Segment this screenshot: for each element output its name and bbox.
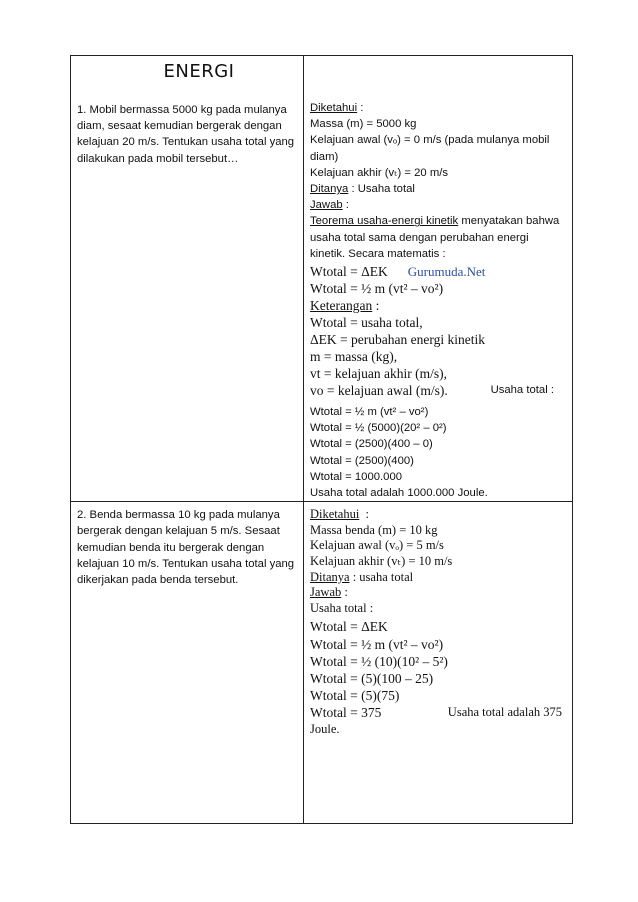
teorema-rest: menyatakan bahwa usaha total sama dengan perubahan energi kinetik. Secara matematis :	[310, 215, 560, 260]
keterangan-item: m = massa (kg),	[310, 349, 398, 365]
keterangan-label: Keterangan	[310, 298, 373, 314]
calc-line: Wtotal = (2500)(400 – 0)	[310, 438, 433, 451]
calc-line: Wtotal = 1000.000	[310, 470, 403, 483]
calc-line: Wtotal = ½ m (vt² – vo²)	[310, 406, 429, 419]
keterangan-item: Wtotal = usaha total,	[310, 315, 423, 331]
formula-text: Wtotal = ΔEK	[310, 264, 388, 280]
jawab-line: Jawab :	[310, 585, 348, 600]
ditanya-label: Ditanya	[310, 569, 350, 584]
problem-table	[70, 55, 573, 824]
usaha-total-line: Usaha total :	[310, 600, 374, 615]
question-cell	[71, 502, 304, 824]
formula-line: Wtotal = (5)(100 – 25)	[310, 671, 434, 687]
formula-text: Wtotal = 375	[310, 705, 382, 721]
formula-line: Wtotal = ½ (10)(10² – 5²)	[310, 653, 448, 669]
ditanya-line	[310, 181, 566, 197]
diketahui-label: Diketahui	[310, 102, 358, 114]
diketahui-label: Diketahui	[310, 507, 360, 522]
formula-line: Wtotal = ΔEK	[310, 619, 388, 635]
formula-line	[310, 263, 566, 280]
keterangan-text: vo = kelajuan awal (m/s).	[310, 383, 448, 399]
result-line: Joule.	[310, 721, 340, 736]
ditanya-value: : usaha total	[349, 569, 414, 584]
ditanya-label: Ditanya	[310, 183, 349, 196]
keterangan-item: ΔEK = perubahan energi kinetik	[310, 332, 485, 348]
page-title: ENERGI	[163, 61, 235, 82]
ditanya-value: : Usaha total	[351, 183, 415, 196]
result-line: Usaha total adalah 1000.000 Joule.	[310, 487, 488, 500]
calc-line: Wtotal = ½ (5000)(20² – 0²)	[310, 422, 447, 435]
formula-line	[310, 704, 566, 721]
diketahui-line: Diketahui :	[310, 507, 370, 522]
watermark: Gurumuda.Net	[407, 264, 486, 280]
ditanya-line	[310, 570, 566, 586]
table-row	[71, 502, 573, 824]
answer-cell	[304, 56, 573, 502]
formula-line: Wtotal = ½ m (vt² – vo²)	[310, 281, 444, 297]
table-row	[71, 56, 573, 502]
usaha-total-label: Usaha total :	[490, 384, 554, 397]
massa-line: Massa benda (m) = 10 kg	[310, 522, 438, 537]
keterangan-item: vt = kelajuan akhir (m/s),	[310, 366, 447, 382]
vt-line: Kelajuan akhir (vₜ) = 10 m/s	[310, 554, 453, 569]
massa-line: Massa (m) = 5000 kg	[310, 118, 417, 131]
question-text: 1. Mobil bermassa 5000 kg pada mulanya diam, sesaat kemudian bergerak dengan kelajuan 20 m/s. Tentukan usaha total yang dilakukan pada mobil tersebut…	[77, 104, 295, 165]
jawab-label: Jawab	[310, 199, 343, 212]
question-cell	[71, 56, 304, 502]
formula-line: Wtotal = ½ m (vt² – vo²)	[310, 636, 444, 652]
formula-line: Wtotal = (5)(75)	[310, 688, 400, 704]
teorema-text	[310, 213, 566, 262]
jawab-line: Jawab :	[310, 199, 349, 212]
question-text: 2. Benda bermassa 10 kg pada mulanya bergerak dengan kelajuan 5 m/s. Sesaat kemudian benda itu bergerak dengan kelajuan 10 m/s. Tentukan usaha total yang dikerjakan pada benda tersebut.	[77, 509, 295, 587]
v0-line: Kelajuan awal (vₒ) = 5 m/s	[310, 538, 444, 553]
teorema-label: Teorema usaha-energi kinetik	[310, 215, 459, 228]
keterangan-line: Keterangan :	[310, 298, 380, 314]
v0-line: Kelajuan awal (vₒ) = 0 m/s (pada mulanya mobil diam)	[310, 134, 550, 163]
jawab-label: Jawab	[310, 585, 342, 600]
calc-line: Wtotal = (2500)(400)	[310, 454, 414, 467]
diketahui-line: Diketahui :	[310, 102, 364, 114]
result-text: Usaha total adalah 375	[447, 705, 562, 720]
answer-cell	[304, 502, 573, 824]
keterangan-item	[310, 382, 566, 399]
vt-line: Kelajuan akhir (vₜ) = 20 m/s	[310, 166, 449, 179]
